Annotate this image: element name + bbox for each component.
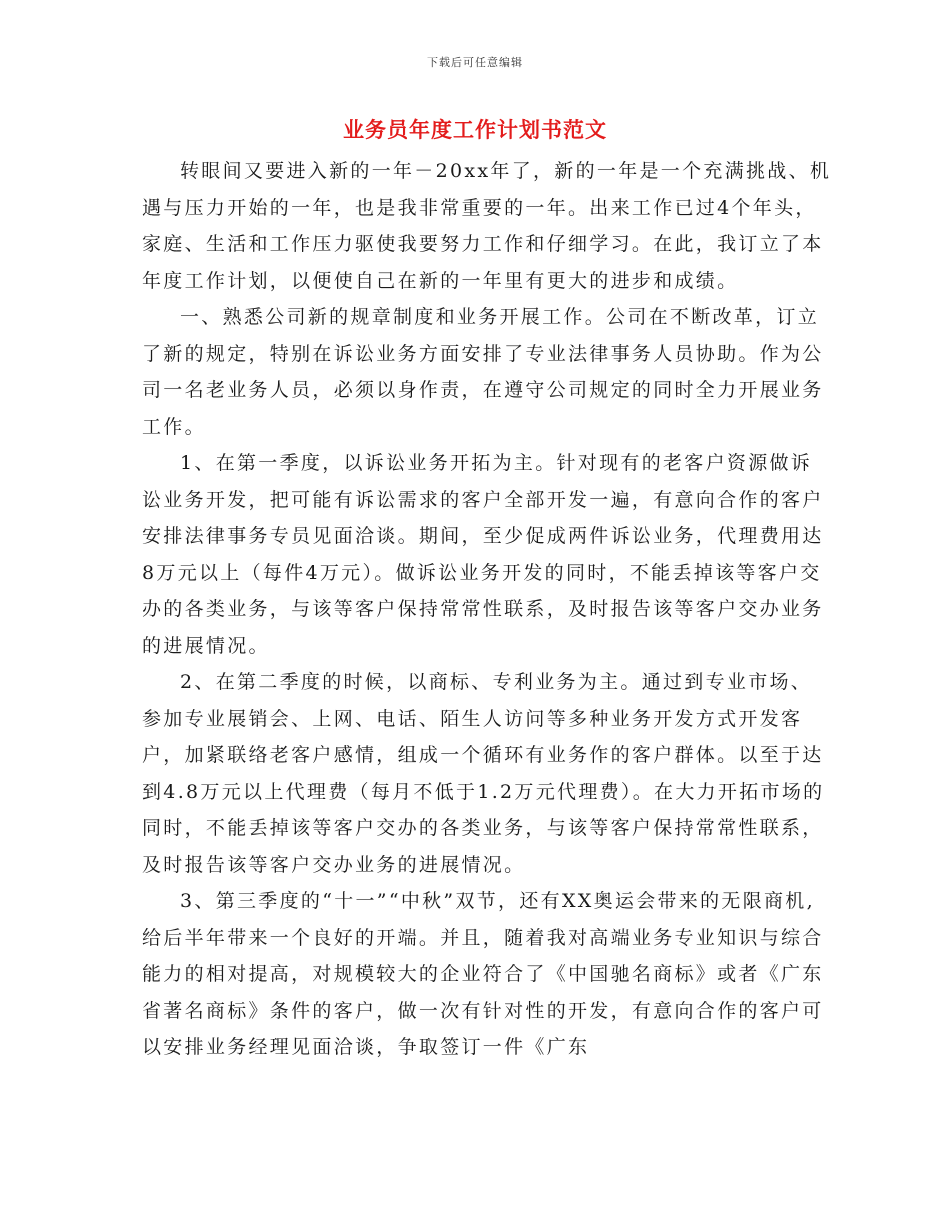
paragraph-intro: 转眼间又要进入新的一年－20xx年了，新的一年是一个充满挑战、机遇与压力开始的一年，也是我非常重要的一年。出来工作已过4个年头，家庭、生活和工作压力驱使我要努力工作和仔细学习。在此，我订立了本年度工作计划，以便使自己在新的一年里有更大的进步和成绩。 — [142, 160, 832, 292]
paragraph-section-one: 一、熟悉公司新的规章制度和业务开展工作。公司在不断改革，订立了新的规定，特别在诉讼业务方面安排了专业法律事务人员协助。作为公司一名老业务人员，必须以身作责，在遵守公司规定的同时全力开展业务工作。 — [142, 306, 824, 438]
paragraph-q3: 3、第三季度的“十一”“中秋”双节，还有XX奥运会带来的无限商机,给后半年带来一个良好的开端。并且，随着我对高端业务专业知识与综合能力的相对提高，对规模较大的企业符合了《中国驰名商标》或者《广东省著名商标》条件的客户，做一次有针对性的开发，有意向合作的客户可以安排业务经理见面洽谈，争取签订一件《广东 — [142, 890, 824, 1058]
paragraph-q2: 2、在第二季度的时候，以商标、专利业务为主。通过到专业市场、参加专业展销会、上网、电话、陌生人访问等多种业务开发方式开发客户，加紧联络老客户感情，组成一个循环有业务作的客户群体。以至于达到4.8万元以上代理费（每月不低于1.2万元代理费）。在大力开拓市场的同时，不能丢掉该等客户交办的各类业务，与该等客户保持常常性联系，及时报告该等客户交办业务的进展情况。 — [142, 671, 825, 876]
document-title: 业务员年度工作计划书范文 — [343, 117, 607, 142]
header-note: 下载后可任意编辑 — [427, 56, 523, 69]
paragraph-q1: 1、在第一季度，以诉讼业务开拓为主。针对现有的老客户资源做诉讼业务开发，把可能有诉讼需求的客户全部开发一遍，有意向合作的客户安排法律事务专员见面洽谈。期间，至少促成两件诉讼业务，代理费用达8万元以上（每件4万元）。做诉讼业务开发的同时，不能丢掉该等客户交办的各类业务，与该等客户保持常常性联系，及时报告该等客户交办业务的进展情况。 — [142, 452, 824, 657]
document-body — [142, 153, 832, 1066]
